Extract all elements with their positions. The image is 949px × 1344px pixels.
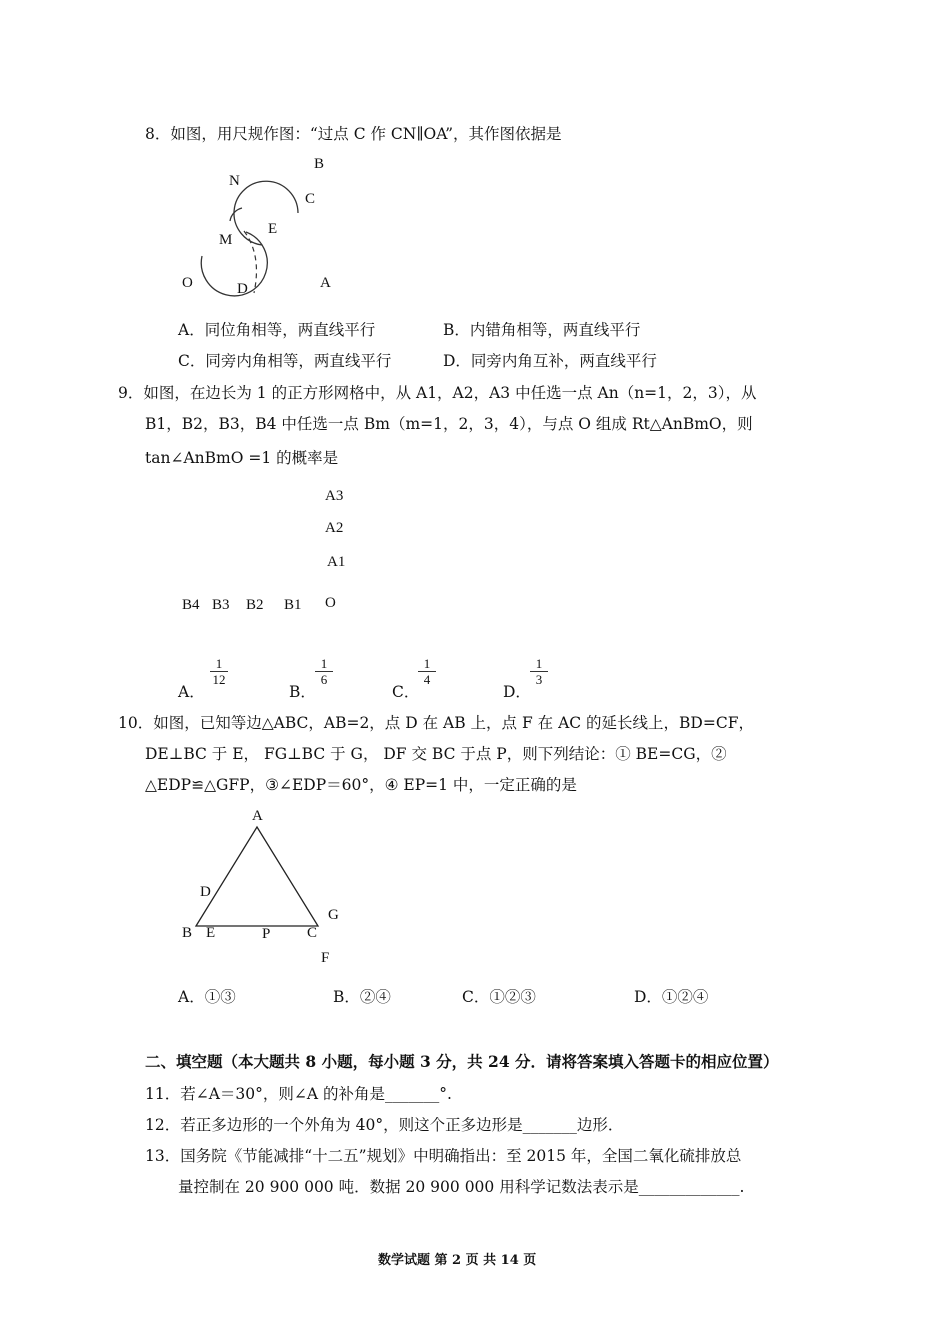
q9-option-a-letter: A． (178, 683, 205, 701)
q9-line2: B1，B2，B3，B4 中任选一点 Bm（m=1，2，3，4），与点 O 组成 Rt△AnBmO，则 (145, 415, 753, 433)
q10-label-a: A (252, 808, 263, 824)
q10-line3: △EDP≌△GFP，③∠EDP＝60°，④ EP=1 中，一定正确的是 (145, 776, 577, 794)
page-footer: 数学试题 第 2 页 共 14 页 (378, 1253, 537, 1268)
q13-line1: 13．国务院《节能减排“十二五”规划》中明确指出：至 2015 年，全国二氧化硫排放总 (145, 1147, 742, 1165)
section2-title: 二、填空题（本大题共 8 小题，每小题 3 分，共 24 分．请将答案填入答题卡的相应位置） (145, 1052, 779, 1071)
q10-label-d: D (200, 884, 211, 900)
q10-option-a: A．①③ (178, 988, 236, 1006)
q10-line1: 10．如图，已知等边△ABC，AB=2，点 D 在 AB 上，点 F 在 AC 的延长线上，BD=CF， (118, 714, 754, 732)
q8-option-a: A．同位角相等，两直线平行 (178, 321, 376, 339)
q9-grid-label-b3: B3 (212, 597, 230, 613)
q8-label-a: A (320, 275, 331, 291)
triangle-abc (196, 827, 318, 926)
q9-grid-label-b2: B2 (246, 597, 264, 613)
q10-option-b: B．②④ (333, 988, 391, 1006)
q10-label-f: F (321, 950, 330, 966)
q8-label-d: D (237, 281, 248, 297)
q8-option-b: B．内错角相等，两直线平行 (443, 321, 641, 339)
q9-option-d-letter: D． (503, 683, 531, 701)
q9-grid-label-a1: A1 (327, 554, 346, 570)
q9-option-b-den: 6 (320, 672, 328, 687)
q9-option-d-den: 3 (535, 672, 543, 687)
q8-label-e: E (268, 221, 278, 237)
q10-label-e: E (206, 925, 216, 941)
q11-text: 11．若∠A＝30°，则∠A 的补角是_______°. (145, 1085, 452, 1103)
q9-option-b-letter: B． (289, 683, 316, 701)
q12-text: 12．若正多边形的一个外角为 40°，则这个正多边形是_______边形． (145, 1116, 624, 1134)
q9-option-c-den: 4 (423, 672, 431, 687)
q10-option-c: C．①②③ (462, 988, 536, 1006)
q8-label-m: M (219, 232, 233, 248)
q8-label-n: N (229, 173, 240, 189)
q9-option-a-num: 1 (210, 656, 228, 672)
q10-label-c: C (307, 925, 318, 941)
q9-line3: tan∠AnBmO =1 的概率是 (145, 449, 339, 467)
q8-label-o: O (182, 275, 193, 291)
q9-option-b-num: 1 (315, 656, 333, 672)
q9-option-c-num: 1 (418, 656, 436, 672)
q10-label-b: B (182, 925, 193, 941)
q10-option-d: D．①②④ (634, 988, 709, 1006)
q9-grid-label-b4: B4 (182, 597, 200, 613)
q8-label-c: C (305, 191, 316, 207)
q8-option-d: D．同旁内角互补，两直线平行 (443, 352, 657, 370)
q9-grid-label-o: O (325, 595, 336, 611)
q8-stem: 8．如图，用尺规作图：“过点 C 作 CN∥OA”，其作图依据是 (145, 125, 562, 143)
q9-option-c-letter: C． (392, 683, 420, 701)
q9-grid-label-b1: B1 (284, 597, 302, 613)
q10-label-p: P (262, 926, 271, 942)
q9-grid-label-a3: A3 (325, 488, 344, 504)
q10-line2: DE⊥BC 于 E， FG⊥BC 于 G， DF 交 BC 于点 P，则下列结论：① BE=CG，② (145, 745, 727, 763)
q8-label-b: B (314, 156, 325, 172)
q10-label-g: G (328, 907, 339, 923)
q13-line2: 量控制在 20 900 000 吨．数据 20 900 000 用科学记数法表示是_____________. (178, 1178, 745, 1196)
q9-line1: 9．如图，在边长为 1 的正方形网格中，从 A1，A2，A3 中任选一点 An（n=1，2，3），从 (118, 384, 757, 402)
q8-option-c: C．同旁内角相等，两直线平行 (178, 352, 392, 370)
q9-grid-label-a2: A2 (325, 520, 344, 536)
q9-option-a-den: 12 (212, 672, 226, 687)
q9-option-d-num: 1 (530, 656, 548, 672)
